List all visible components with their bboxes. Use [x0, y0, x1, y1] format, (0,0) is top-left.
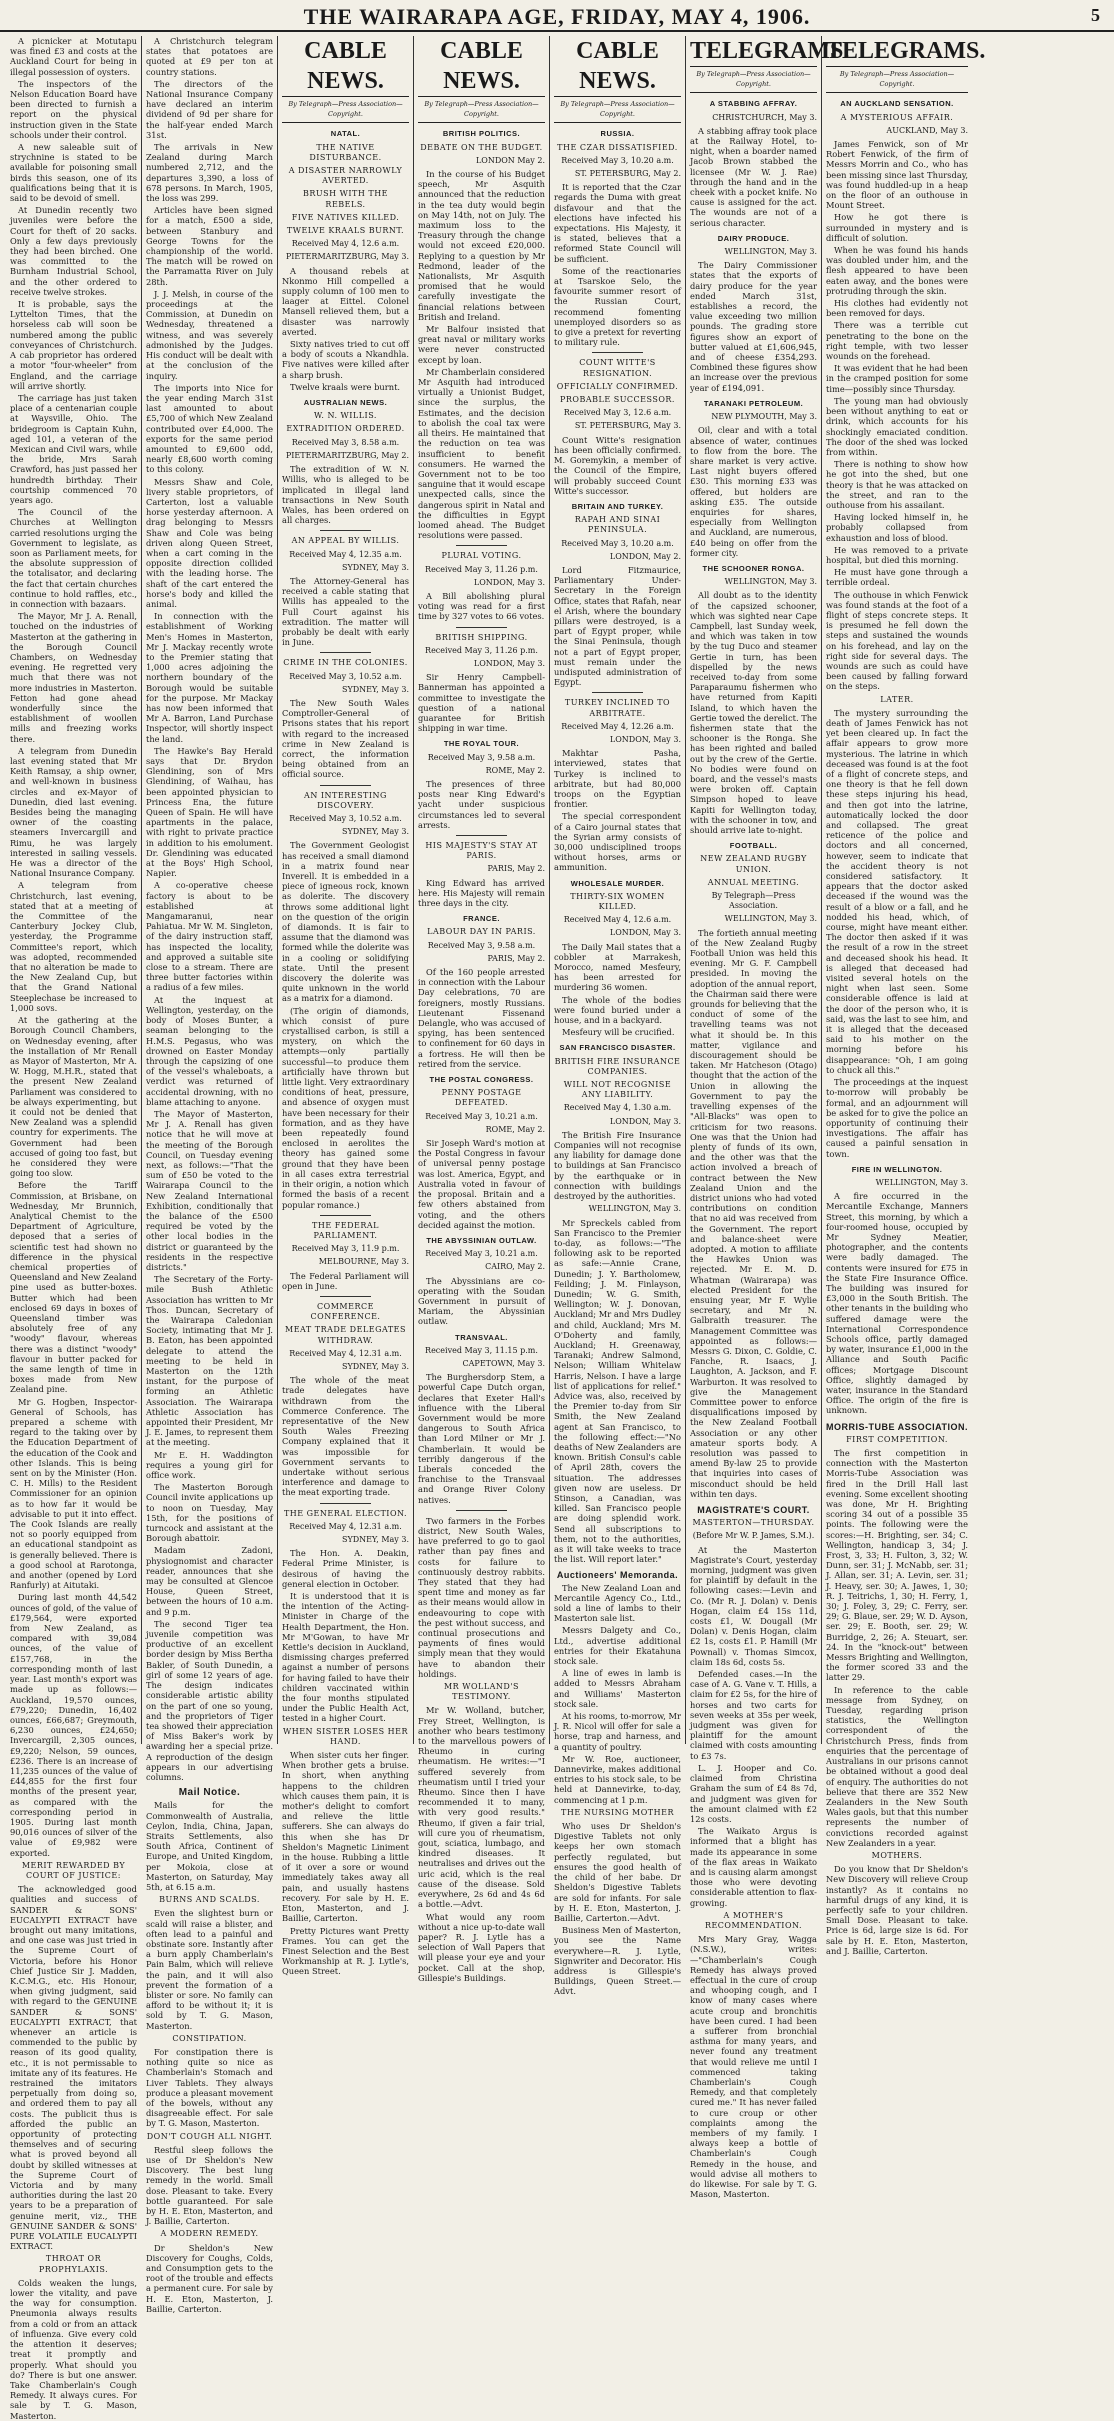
subheading: FIRST COMPETITION. [846, 1434, 948, 1444]
article-paragraph: All doubt as to the identity of the capsized schooner, which was sighted near Cape Campbell, last Sunday week, and which was taken in tow by the tug Duco and steamer Gertie in turn, has been dispelled by the news received to-day from some Paraparaumu fishermen who have returned from Kapiti Island, to which haven the Gertie towed the derelict. The fishermen state that the schooner is the Ronga. She has been righted and bailed out by the crew of the Gertie. No bodies were found on board, and the vessel's masts were broken off. Captain Simpson hoped to leave Kapiti for Wellington today, with the schooner in tow, and should arrive late to-night. [690, 590, 818, 836]
dateline: NEW PLYMOUTH, May 3. [711, 412, 817, 422]
dateline: SYDNEY, May 3. [341, 827, 409, 837]
section-heading: TRANSVAAL. [455, 1332, 508, 1342]
subheading: BRITISH FIRE INSURANCE COMPANIES. [554, 1056, 681, 1076]
article-paragraph: How he got there is surrounded in mystery and is difficult of solution. [826, 212, 968, 243]
article-paragraph: A co-operative cheese factory is about to be established at Mangamaranui, near Pahiatua. Mr W. M. Singleton, of the dairy instruction staff, has inspected the locality, and approved a suitable site close to a stream. There are three butter factories within a radius of a few miles. [146, 880, 273, 993]
article-paragraph: It is understood that it is the intention of the Acting-Minister in Charge of the Health Department, the Hon. Mr M'Gowan, to have Mr Kettle's decision in Auckland, dismissing charges preferred against a number of persons for having failed to have their children vaccinated within the four months stipulated under the Public Health Act, tested in a higher Court. [282, 1591, 409, 1724]
divider [456, 545, 507, 546]
subheading: OFFICIALLY CONFIRMED. [556, 381, 679, 391]
subheading: THE NURSING MOTHER [561, 1807, 674, 1817]
subheading: LABOUR DAY IN PARIS. [427, 927, 536, 937]
subheading: BRUSH WITH THE REBELS. [302, 189, 389, 209]
telegrams-banner: TELEGRAMS. [690, 36, 817, 67]
article-paragraph: J. J. Melsh, in course of the proceedings at the Commission, at Dunedin on Wednesday, threatened a witness, and was severely admonished by the Judges. His conduct will be dealt with at the conclusion of the inquiry. [146, 288, 273, 381]
section-heading: FOOTBALL. [729, 841, 778, 851]
cough-heading: DON'T COUGH ALL NIGHT. [146, 2131, 273, 2141]
subheading: MASTERTON—THURSDAY. [692, 1518, 815, 1528]
section-heading: THE ABYSSINIAN OUTLAW. [426, 1235, 537, 1245]
dateline: LONDON May 2. [475, 155, 545, 165]
divider [320, 1503, 371, 1504]
mail-notice: Mails for the Commonwealth of Australia, Ceylon, India, China, Japan, Straits Settlements, also South Africa, Continent of Europe, and United Kingdom, per Mokoia, close at Masterton, on Saturday, May 5th, at 6.15 a.m. [146, 1800, 273, 1892]
article-paragraph: Before the Tariff Commission, at Brisbane, on Wednesday, Mr Brunnich, Analytical Chemist to the Department of Agriculture, deposed that a series of scientific test had shown no difference in the physical chemical properties of Queensland and New Zealand pine used as butter-boxes. Butter which had been enclosed 69 days in boxes of Queensland timber was absolutely free of any "woody" flavour, whereas there was a distinct "woody" flavour in butter packed for the same length of time in boxes made from New Zealand pine. [10, 1180, 137, 1395]
article-paragraph: (The origin of diamonds, which consist of pure crystallised carbon, is still a mystery, on which the attempts—only partially successful—to produce them artificially have thrown but little light. Very extraordinary conditions of heat, pressure, and absence of oxygen must have been necessary for their formation, and as they have been repeatedly found enclosed in aerolites the theory has gained some ground that they have been in all cases extra terrestrial in their origin, a notion which formed the basis of a recent popular romance.) [282, 1005, 409, 1210]
article-paragraph: Who uses Dr Sheldon's Digestive Tablets not only keeps her own stomach perfectly regulated, but ensures the good health of the child of her babe. Dr Sheldon's Digestive Tablets are sold for infants. For sale by H. E. Eton, Masterton, J. Baillie, Carterton.—Advt. [554, 1821, 681, 1923]
subheading: LATER. [880, 694, 914, 704]
dateline: ST. PETERSBURG, May 2. [574, 169, 681, 179]
article-paragraph: The whole of the bodies were found buried under a house, and in a backyard. [554, 994, 681, 1026]
dateline: LONDON, May 3. [609, 928, 681, 938]
subheading: EXTRADITION ORDERED. [286, 424, 405, 434]
received-line: (Before Mr W. P. James, S.M.). [692, 1531, 815, 1541]
subheading: COUNT WITTE'S RESIGNATION. [579, 358, 656, 378]
column-7 [822, 36, 986, 1956]
article-paragraph: There is nothing to show how he got into the shed, but one theory is that he was attacked on the street, and ran to the outhouse from his assailant. [826, 459, 968, 510]
dateline: PIETERMARITZBURG, May 2. [285, 450, 409, 460]
article-paragraph: Two farmers in the Forbes district, New South Wales, have preferred to go to gaol rather than pay fines and costs for failure to continuously destroy rabbits. They stated that they had spent time and money as far as their means would allow in endeavouring to cope with the pest without success, and continual prosecutions and payments of fines would simply mean that they would have to abandon their holdings. [418, 1515, 545, 1679]
section-heading: THE POSTAL CONGRESS. [429, 1075, 534, 1085]
received-line: Received May 4, 12.31 a.m. [289, 1348, 402, 1358]
section-heading: FRANCE. [463, 914, 500, 924]
dateline: LONDON, May 3. [473, 658, 545, 668]
article-paragraph: At his rooms, to-morrow, Mr J. R. Nicol will offer for sale a horse, trap and harness, and a quantity of poultry. [554, 1711, 681, 1752]
article-paragraph: Do you know that Dr Sheldon's New Discovery will relieve Croup instantly? As it contains no harmful drugs of any kind, it is perfectly safe to your children. Small Dose. Pleasant to take. Price is 6d, large size is 6d. For sale by H. E. Eton, Masterton, and J. Baillie, Carterton. [826, 1864, 968, 1956]
article-paragraph: At the Masterton Magistrate's Court, yesterday morning, judgment was given for plaintiff by default in the following cases:—Levin and Co. (Mr R. J. Dolan) v. Denis Hogan, claim £4 15s 11d, costs £1, W. Dougall (Mr Dolan) v. Denis Hogan, claim £2 1s, costs £1. P. Hamill (Mr Pownall) v. Thomas Simcox, claim 18s 6d, costs 5s. [690, 1544, 817, 1667]
article-paragraph: It is reported that the Czar regards the Duma with great disfavour and that the elections have infected his expectations. His Majesty, it is stated, believes that a reformed State Council will be sufficient. [554, 182, 681, 264]
received-line: Received May 3, 10.20 a.m. [561, 155, 674, 165]
article-paragraph: The Burghersdorp Stem, a powerful Cape Dutch organ, declares that Exeter Hall's influence with the Liberal Government would be more dangerous to South Africa than Lord Milner or Mr J. Chamberlain. It would be terribly dangerous if the Liberals conceded the franchise to the Transvaal and Orange River Colony natives. [418, 1372, 545, 1505]
article-paragraph: A telegram from Dunedin last evening stated that Mr Keith Ramsay, a ship owner, and well-known in business circles and ex-Mayor of Dunedin, died last evening. Besides being the managing owner of the coasting steamers Invercargill and Rimu, he was largely interested in sailing vessels. He was a director of the National Insurance Company. [10, 745, 137, 879]
section-heading: MAGISTRATE'S COURT. [697, 1505, 810, 1516]
received-line: Received May 4, 12.6 a.m. [291, 239, 400, 249]
dateline: WELLINGTON, May 3. [724, 577, 817, 587]
dateline: PIETERMARITZBURG, May 3. [285, 252, 409, 262]
divider [320, 652, 371, 653]
article-paragraph: When sister cuts her finger. When brother gets a bruise. In short, when anything happens to the children which causes them pain, it is mother's delight to comfort and relieve the little sufferers. She can always do this when she has Dr Sheldon's Magnetic Liniment in the house. Rubbing a little of it over a sore or wound immediately takes away all pain, and usually hastens recovery. For sale by H. E. Eton, Masterton, and J. Baillie, Carterton. [282, 1750, 409, 1924]
article-paragraph: Defended cases.—In the case of A. G. Vane v. T. Hills, a claim for £2 5s, for the hire of horses and two carts for seven weeks at 35s per week, judgment was given for plaintiff for the amount claimed with costs amounting to £3 7s. [690, 1669, 817, 1761]
dateline: LONDON, May 3. [473, 577, 545, 587]
article-paragraph: Some of the reactionaries at Tsarskoe Selo, the favourite summer resort of the Russian Court, recommend fomenting unemployed disorders so as to give a pretext for reverting to military rule. [554, 265, 681, 348]
article-paragraph: Mr W. Roe, auctioneer, Dannevirke, makes additional entries to his stock sale, to be held at Dannevirke, to-day, commencing at 1 p.m. [554, 1753, 681, 1805]
article-paragraph: The whole of the meat trade delegates have withdrawn from the Commerce Conference. The representative of the New South Wales Freezing Company explained that it was impossible for Government servants to undertake without serious interference and damage to the meat exporting trade. [282, 1375, 409, 1498]
column-1 [6, 36, 142, 2421]
subheading: NEW ZEALAND RUGBY UNION. [700, 854, 807, 874]
article-paragraph: A telegram from Christchurch, last evening, stated that at a meeting of the Committee of the Canterbury Jockey Club, yesterday, the Programme Committee's report, which was adopted, recommended that no alteration be made to the New Zealand Cup, but that the Grand National Steeplechase be increased to 1,000 sovs. [10, 880, 137, 1013]
article-paragraph: A fire occurred in the Mercantile Exchange, Manners Street, this morning, by which a four-roomed house, occupied by Mr Sydney Meatier, photographer, and the contents were badly damaged. The contents were insured for £75 in the State Fire Insurance Office. The building was insured for £3,000 in the South British. The other tenants in the building who suffered damage were the International Correspondence Schools office, partly damaged by water, insurance £1,000 in the Alliance and South Pacific offices; Mortgage Discount Office, slightly damaged by water, insurance in the Standard Office. The origin of the fire is unknown. [826, 1191, 968, 1416]
article-paragraph: At the gathering at the Borough Council Chambers, on Wednesday evening, after the installation of Mr Renall as Mayor of Masterton, Mr A. W. Hogg, M.H.R., stated that the present New Zealand Parliament was considered to be always experimenting, but it could not be denied that New Zealand was a splendid country for experiments. The Government had been accused of going too fast, but he considered they were going too slow. [10, 1015, 137, 1179]
article-paragraph: Mr Spreckels cabled from San Francisco to the Premier to-day, as follows:—"The following ask to be reported as safe:—Annie Crane, Dunedin; J. Y. Bartholomew, Feilding; J. M. Finlayson, Dunedin; W. G. Smith, Wellington; W. J. Donovan, Auckland; Mr and Mrs Dudley and child, Auckland; Mrs M. O'Doherty and family, Auckland; H. Greenaway, Taranaki; Andrew Salmond, Nelson; William Whitelaw Harris, Nelson. I have a large list of applications for relief." Advice was, also, received by the Premier to-day from Sir Smith, the New Zealand agent at San Francisco, to the following effect:—"No deaths of New Zealanders are known. British Consul's cable of April 28th, covers the situation. The addresses given now are useless. Dr Stinson, a Canadian, was killed. San Francisco people are doing splendid work. Send all subscriptions to them, not to the authorities, as it will take weeks to trace the list. Will report later." [554, 1217, 681, 1565]
article-paragraph: The presences of three posts near King Edward's yacht under suspicious circumstances led to several arrests. [418, 778, 545, 830]
article-paragraph: Mr Balfour insisted that great naval or military works were never constructed except by loan. [418, 324, 545, 365]
subheading: COMMERCE CONFERENCE. [310, 1301, 381, 1322]
article-paragraph: The New South Wales Comptroller-General of Prisons states that his report with regard to the increased crime in New Zealand is correct, the information being obtained from an official source. [282, 697, 409, 780]
article-paragraph: Oil, clear and with a total absence of water, continues to flow from the bore. The share market is very active. Last night buyers offered £30. This morning £33 was offered, but holders are asking £35. The outside enquiries for shares, especially from Wellington and Auckland, are numerous, £40 being on offer from the former city. [690, 425, 817, 558]
article-paragraph: The Masterton Borough Council invite applications up to noon on Tuesday, May 15th, for the positions of turncock and assistant at the Borough abattoir. [146, 1482, 273, 1544]
received-line: Received May 3, 11.26 p.m. [425, 645, 538, 655]
subheading: PENNY POSTAGE DEFEATED. [441, 1088, 522, 1108]
received-line: Received May 4, 12.35 a.m. [289, 549, 402, 559]
article-paragraph: Messrs Shaw and Cole, livery stable proprietors, of Carterton, lost a valuable horse yesterday afternoon. A drag belonging to Messrs Shaw and Cole was being driven along Queen Street, when a cart coming in the opposite direction collided with the leading horse. The shaft of the cart entered the horse's body and killed the animal. [146, 476, 273, 609]
received-line: Received May 3, 11.9 p.m. [291, 1244, 400, 1254]
article-paragraph: A line of ewes in lamb is added to Messrs Abraham and Williams' Masterton stock sale. [554, 1668, 681, 1709]
section-heading: BRITAIN AND TURKEY. [571, 501, 664, 511]
article-paragraph: It is probable, says the Lyttelton Times, that the horseless cab will soon be numbered among the public conveyances of Christchurch. A cab proprietor has ordered a motor "four-wheeler" from England, and the carriage will arrive shortly. [10, 299, 137, 391]
remedy-heading: A MODERN REMEDY. [160, 2229, 259, 2239]
subheading: MEAT TRADE DELEGATES WITHDRAW. [285, 1325, 406, 1345]
subheading: TURKEY INCLINED TO ARBITRATE. [564, 698, 671, 718]
article-paragraph: L. J. Hooper and Co. claimed from Christina Graham the sum of £4 8s 7d, and judgment was given for the amount claimed with £2 12s costs. [690, 1762, 817, 1824]
cough-paragraph: Restful sleep follows the use of Dr Sheldon's New Discovery. The best lung remedy in the world. Small dose. Pleasant to take. Every bottle guaranteed. For sale by H. E. Eton, Masterton, and J. Baillie, Carterton. [146, 2144, 273, 2227]
dateline: ROME, May 2. [485, 765, 545, 775]
article-paragraph: Mrs Mary Gray, Wagga (N.S.W.), writes:—"Chamberlain's Cough Remedy has always proved effectual in the cure of croup and whooping cough, and I know of many cases where acute croup and bronchitis have been cured. I had been a sufferer from bronchial asthma for many years, and never found any treatment that would relieve me until I commenced taking Chamberlain's Cough Remedy, and that completely cured me." It has never failed to cure croup or other complaints among the members of my family. I always keep a bottle of Chamberlain's Cough Remedy in the house, and would advise all mothers to do likewise. For sale by T. G. Mason, Masterton. [690, 1934, 817, 2200]
divider [320, 1215, 371, 1216]
article-paragraph: A picnicker at Motutapu was fined £3 and costs at the Auckland Court for being in illegal possession of oysters. [10, 36, 137, 77]
article-paragraph: Mr W. Wolland, butcher, Frey Street, Wellington, is another who bears testimony to the marvellous powers of Rheumo in curing rheumatism. He writes:—"I suffered severely from rheumatism until I tried your Rheumo. Since then I have recommended it to many, with very good results." Rheumo, if given a fair trial, will cure you of rheumatism, gout, sciatica, lumbago, and kindred diseases. It neutralises and drives out the uric acid, which is the real cause of the disease. Sold everywhere, 2s 6d and 4s 6d a bottle.—Advt. [418, 1705, 545, 1910]
dateline: SYDNEY, May 3. [341, 1534, 409, 1544]
article-paragraph: There was a terrible cut penetrating to the bone on the right temple, with two lesser wounds on the forehead. [826, 320, 968, 362]
burns-paragraph: Even the slightest burn or scald will raise a blister, and often lead to a painful and obstinate sore. Instantly after a burn apply Chamberlain's Pain Balm, which will relieve the pain, and it will also prevent the formation of a blister or sore. No family can afford to be without it; it is sold by T. G. Mason, Masterton. [146, 1908, 273, 2031]
dateline: WELLINGTON, May 3. [588, 1204, 681, 1214]
received-line: By Telegraph—Press Association. [711, 891, 796, 911]
article-paragraph: The Council of the Churches at Wellington carried resolutions urging the Government to legislate, as soon as Parliament meets, for the absolute suppression of the totalisator, and declaring the fact that certain churches continue to hold raffles, etc., in connection with bazaars. [10, 507, 137, 609]
article-paragraph: Count Witte's resignation has been officially confirmed. M. Goremykin, a member of the Council of the Empire, will probably succeed Count Witte's successor. [554, 434, 681, 496]
article-paragraph: In the course of his Budget speech, Mr Asquith announced that the reduction in the tea duty would begin on May 14th, not on July. The maximum loss to the Treasury through the change would not exceed £20,000. Replying to a question by Mr Redmond, leader of the Nationalists, Mr Asquith promised that he would carefully investigate the financial relations between British and Ireland. [418, 169, 545, 322]
column-5 [550, 36, 686, 1997]
dateline: LONDON, May 3. [609, 734, 681, 744]
received-line: Received May 4, 12.26 a.m. [561, 721, 674, 731]
subheading: DEBATE ON THE BUDGET. [420, 142, 543, 152]
article-paragraph: The fortieth annual meeting of the New Zealand Rugby Football Union was held this evening. Mr G. F. Campbell presided. In moving the adoption of the annual report, the Chairman said there were grounds for believing that the conduct of some of the travelling teams was not what it should be. In this matter, vigilance and discouragement should be taken. Mr Hatcheson (Otago) thought that the action of the Union in allowing the Government to pay the travelling expenses of the "All-Blacks" was open to criticism for two reasons. One was that the Union had plenty of funds of its own, and the other was that the action involved a breach of contract between the New Zealand Union and the district unions who had voted contributions on condition that no aid was received from the Government. The report and balance-sheet were adopted. A motion to affiliate the Hawkes Union was rejected. Mr E. M. D. Whatman (Wairarapa) was elected President for the ensuing year, Mr F. Wylie secretary, and Mr N. Galbraith treasurer. The Management Committee was appointed as follows:—Messrs G. Dixon, C. Goldie, C. Fanche, R. Isaacs, J. Laughton, A. Jackson, and F. Warburton. It was resolved to give the Management Committee power to enforce disqualifications imposed by the New Zealand Football Association or any other amateur sports body. A resolution was passed to amend By-law 25 to provide that inquiries into cases of misconduct should be held within ten days. [690, 927, 817, 1499]
article-paragraph: The Attorney-General has received a cable stating that Willis has appealed to the Full Court against his extradition. The matter will probably be dealt with early in June. [282, 575, 409, 648]
section-heading: NATAL. [330, 129, 361, 139]
press-credit: By Telegraph—Press Association—Copyright. [826, 69, 968, 93]
article-paragraph: Articles have been signed for a match, £500 a side, between Stanbury and George Towns for the championship of the world. The match will be rowed on the Parramatta River on July 28th. [146, 205, 273, 287]
cable-news-banner: CABLE NEWS. [418, 36, 545, 97]
subheading: AN INTERESTING DISCOVERY. [304, 790, 387, 810]
dateline: SYDNEY, May 3. [341, 684, 409, 694]
article-paragraph: Mesfeury will be crucified. [562, 1027, 675, 1038]
press-credit: By Telegraph—Press Association—Copyright. [554, 99, 681, 123]
received-line: Received May 3, 10.21 a.m. [425, 1249, 538, 1259]
received-line: Received May 3, 10.21 a.m. [425, 1111, 538, 1121]
article-paragraph: The Mayor, Mr J. A. Renall, touched on the industries of Masterton at the gathering in the Borough Council Chambers, on Wednesday evening. He regretted very much that there was not more industries in Masterton. Fetton had gone ahead wonderfully since the establishment of woollen mills and freezing works there. [10, 611, 137, 744]
article-paragraph: The Daily Mail states that a cobbler at Marrakesh, Morocco, named Mesfeury, has been arrested for murdering 36 women. [554, 941, 681, 993]
subheading: PROBABLE SUCCESSOR. [560, 395, 675, 405]
dateline: ROME, May 2. [485, 1124, 545, 1134]
cable-news-banner: CABLE NEWS. [282, 36, 409, 97]
section-heading: RUSSIA. [600, 129, 635, 139]
received-line: Received May 3, 11.26 p.m. [425, 564, 538, 574]
article-paragraph: The directors of the National Insurance Company have declared an interim dividend of 9d per share for the half-year ended March 31st. [146, 78, 273, 140]
mail-notice-heading: Mail Notice. [178, 1787, 241, 1799]
subheading: A MOTHER'S RECOMMENDATION. [704, 1910, 803, 1930]
column-6 [686, 36, 850, 2200]
dateline: SYDNEY, May 3. [341, 1361, 409, 1371]
dateline: WELLINGTON, May 3. [724, 247, 817, 257]
section-heading: A STABBING AFFRAY. [709, 99, 798, 109]
subheading: BRITISH SHIPPING. [435, 632, 528, 642]
received-line: Received May 3, 10.52 a.m. [289, 671, 402, 681]
column-2 [142, 36, 278, 2314]
article-paragraph: Mr E. H. Waddington requires a young girl for office work. [146, 1449, 273, 1481]
article-paragraph: The New Zealand Loan and Mercantile Agency Co., Ltd., sold a line of lambs to their Masterton sale list. [554, 1582, 681, 1624]
merit-heading: MERIT REWARDED BY COURT OF JUSTICE: [21, 1860, 126, 1880]
received-line: Received May 3, 10.52 a.m. [289, 813, 402, 823]
article-paragraph: At the inquest at Wellington, yesterday, on the body of Moses Bunter, a seaman belonging to the H.M.S. Pegasus, who was drowned on Easter Monday through the capsizing of one of the vessel's whaleboats, a verdict was returned of accidental drowning, with no blame attaching to anyone. [146, 994, 273, 1107]
subheading: THE NATIVE DISTURBANCE. [309, 142, 382, 162]
article-paragraph: Lord Fitzmaurice, Parliamentary Under-Secretary in the Foreign Office, states that Rafah, near el Arish, where the boundary pillars were destroyed, is a part of Egypt proper, while the Sinai Peninsula, though not a part of Egypt proper, must remain under the undisputed administration of Egypt. [554, 564, 681, 688]
masthead [0, 0, 1114, 32]
section-heading: THE SCHOONER RONGA. [702, 563, 805, 573]
column-4 [414, 36, 550, 1983]
divider [320, 785, 371, 786]
subheading: MOTHERS. [871, 1850, 923, 1860]
section-heading: TARANAKI PETROLEUM. [703, 398, 804, 408]
article-paragraph: The Hon. A. Deakin, Federal Prime Minister, is desirous of having the general election in October. [282, 1548, 409, 1589]
subheading: CRIME IN THE COLONIES. [283, 658, 408, 668]
dateline: PARIS, May 2. [487, 864, 545, 874]
column-1-paragraphs [10, 36, 137, 1858]
remedy-paragraph: Dr Sheldon's New Discovery for Coughs, Colds, and Consumption gets to the root of the trouble and effects a permanent cure. For sale by H. E. Eton, Masterton, J. Baillie, Carterton. [146, 2242, 273, 2314]
article-paragraph: The British Fire Insurance Companies will not recognise any liability for damage done to buildings at San Francisco by the earthquake or in connection with buildings destroyed by the authorities. [554, 1129, 681, 1202]
subheading: WHEN SISTER LOSES HER HAND. [283, 1726, 408, 1746]
article-paragraph: During last month 44,542 ounces of gold, of the value of £179,564, were exported from New Zealand, as compared with 39,084 ounces, of the value of £157,768, in the corresponding month of last year. Last month's export was made up as follows:—Auckland, 19,570 ounces, £79,220; Dunedin, 16,402 ounces, £66,687; Greymouth, 6,230 ounces, £24,650; Invercargill, 2,305 ounces, £9,220; Nelson, 59 ounces, £236. There is an increase of 11,235 ounces of the value of £44,855 for the first four months of the present year, as compared with the corresponding period in 1905. During last month 90,016 ounces of silver of the value of £9,982 were exported. [10, 1592, 137, 1858]
section-heading: WHOLESALE MURDER. [570, 878, 665, 888]
article-paragraph: The Federal Parliament will open in June. [282, 1270, 409, 1291]
article-paragraph: The mystery surrounding the death of James Fenwick has not yet been cleared up. In fact the affair appears to grow more mysterious. The latrine in which deceased was found is at the foot of a flight of concrete steps, and one theory is that he fell down these steps injuring his head, and then got into the latrine, automatically locked the door and collapsed. The great reticence of the police and doctors and all concerned, however, seem to indicate that the accident theory is not considered satisfactory. It appears that the doctor asked deceased if the wound was the result of a blow or a fall, and he nodded his head, which, of course, might have meant either. The doctor then asked if it was the result of a row in the street and deceased shook his head. It is alleged that deceased had visited several hotels on the night when last seen. Some considerable offence is laid at the door of the person who, it is said, was the last to see him, and it is alleged that the deceased said to his mother on the morning before his disappearance: "Oh, I am going to chuck all this." [826, 707, 968, 1075]
divider [456, 835, 507, 836]
burns-heading: BURNS AND SCALDS. [159, 1895, 260, 1905]
press-credit: By Telegraph—Press Association—Copyright. [690, 69, 817, 93]
article-paragraph: The proceedings at the inquest to-morrow will probably be formal, and an adjournment will be asked for to give the police an opportunity of continuing their investigations. The affair has caused a painful sensation in town. [826, 1077, 968, 1159]
dateline: CHRISTCHURCH, May 3. [712, 112, 817, 122]
article-paragraph: His clothes had evidently not been removed for days. [826, 298, 968, 319]
dateline: ST. PETERSBURG, May 3. [574, 421, 681, 431]
article-paragraph: The Hawke's Bay Herald says that Dr. Brydon Glendining, son of Mrs Glendining, of Waihau, has been appointed physician to Princess Ena, the future Queen of Spain. He will have apartments in the palace, with right to private practice in addition to his emolument. Dr. Glendining was educated at the Boys' High School, Napier. [146, 745, 273, 879]
subheading: THIRTY-SIX WOMEN KILLED. [570, 891, 665, 912]
article-paragraph: Madam Zadoni, physiognomist and character reader, announces that she may be consulted at Glencoe House, Queen Street, between the hours of 10 a.m. and 9 p.m. [146, 1545, 273, 1617]
section-heading: AN AUCKLAND SENSATION. [840, 99, 954, 109]
section-heading: AUSTRALIAN NEWS. [303, 398, 388, 408]
subheading: PLURAL VOTING. [441, 551, 522, 561]
throat-heading: THROAT OR PROPHYLAXIS. [38, 2254, 109, 2274]
article-paragraph: A stabbing affray took place at the Railway Hotel, to-night, when a boarder named Jacob Brown stabbed the licensee (Mr W. J. Rae) through the hand and in the cheek with a pocket knife. No cause is assigned for the act. The wounds are not of a serious character. [690, 125, 817, 228]
article-paragraph: It was evident that he had been in the cramped position for some time—possibly since Thursday. [826, 363, 968, 394]
section-heading: MORRIS-TUBE ASSOCIATION. [826, 1421, 968, 1432]
divider [592, 692, 643, 693]
dateline: AUCKLAND, May 3. [886, 125, 968, 135]
throat-paragraph: Colds weaken the lungs, lower the vitality, and pave the way for consumption. Pneumonia always results from a cold or from an attack of influenza. Give every cold the attention it deserves; treat it promptly and properly. What should you do? There is but one answer. Take Chamberlain's Cough Remedy. It always cures. For sale by T. G. Mason, Masterton. [10, 2277, 137, 2421]
received-line: Received May 3, 10.20 a.m. [561, 538, 674, 548]
subheading: ANNUAL MEETING. [707, 877, 800, 887]
article-paragraph: Sixty natives tried to cut off a body of scouts a Nkandhla. Five natives were killed after a sharp brush. [282, 339, 409, 380]
dateline: PARIS, May 2. [487, 953, 545, 963]
article-paragraph: A Christchurch telegram states that potatoes are quoted at £9 per ton at country stations. [146, 36, 273, 77]
article-paragraph: The special correspondent of a Cairo journal states that the Syrian army consists of 30,000 undisciplined troops without horses, arms or ammunition. [554, 811, 681, 873]
merit-paragraph: The acknowledged good qualities and success of SANDER & SONS' EUCALYPTI EXTRACT have brought out many imitations, and one case was just tried in the Supreme Court of Victoria, before his Honor Chief Justice Sir J. Madden, K.C.M.G., etc. His Honour, when giving judgment, said with regard to the GENUINE SANDER & SONS' EUCALYPTI EXTRACT, that whenever an article is commended to the public by reason of its good quality, etc., it is not permissable to imitate any of its features. He restrained the imitators perpetually from doing so, and ordered them to pay all costs. The publicit thus is afforded the public an opportunity of protecting themselves and of securing what is proved beyond all doubt by skilled witnesses at the Supreme Court of Victoria and by many authorities during the last 20 years to be a preparation of genuine merit, viz., THE GENUINE SANDER & SONS' PURE VOLATILE EUCALYPTI EXTRACT. [10, 1884, 137, 2252]
article-paragraph: He must have gone through a terrible ordeal. [826, 567, 968, 588]
article-paragraph: Messrs Dalgety and Co., Ltd., advertise additional entries for their Ekatahuna stock sale. [554, 1625, 681, 1667]
dateline: MELBOURNE, May 3. [318, 1257, 409, 1267]
subheading: THE GENERAL ELECTION. [283, 1508, 408, 1518]
article-paragraph: The imports into Nice for the year ending March 31st last amounted to about £5,700 of which New Zealand contributed over £4,000. The exports for the same period amounted to £9,600 odd, nearly £8,600 worth coming to this colony. [146, 382, 273, 475]
received-line: Received May 3, 9.58 a.m. [427, 940, 536, 950]
article-paragraph: The Mayor of Masterton, Mr J. A. Renall has given notice that he will move at the meeting of the Borough Council, on Tuesday evening next, as follows:—"That the sum of £50 be voted to the Wairarapa Council to the New Zealand International Exhibition, conditionally that the balance of the £500 required be voted by the other local bodies in the district or guaranteed by the residents in the respective districts." [146, 1108, 273, 1272]
article-paragraph: The extradition of W. N. Willis, who is alleged to be implicated in illegal land transactions in New South Wales, has been ordered on all charges. [282, 464, 409, 526]
page-number: 5 [1091, 5, 1100, 25]
section-heading: SAN FRANCISCO DISASTER. [559, 1043, 676, 1053]
received-line: Received May 3, 11.15 p.m. [425, 1345, 538, 1355]
article-paragraph: The Abyssinians are co-operating with the Soudan Government in pursuit of Mariam, the Abyssinian outlaw. [418, 1275, 545, 1327]
divider [320, 1296, 371, 1297]
article-paragraph: Pretty Pictures want Pretty Frames. You can get the Finest Selection and the Best Workmanship at R. J. Lytle's, Queen Street. [282, 1925, 409, 1977]
received-line: Received May 4, 12.31 a.m. [289, 1521, 402, 1531]
article-paragraph: The outhouse in which Fenwick was found stands at the foot of a flight of steps concrete steps. It is presumed he fell down the steps and sustained the wounds on his forehead, and lay on the right side for several days. The wounds are such as could have been caused by falling forward on the steps. [826, 589, 968, 692]
article-paragraph: Having locked himself in, he probably collapsed from exhaustion and loss of blood. [826, 512, 968, 543]
article-paragraph: When he was found his hands was doubled under him, and the flesh appeared to have been eaten away, and the bones were protruding through the skin. [826, 245, 968, 296]
article-paragraph: Business Men of Masterton, you see the Name everywhere—R. J. Lytle, Signwriter and Decorator. His address is Gillespie's Buildings, Queen Street.—Advt. [554, 1925, 681, 1997]
subheading: A DISASTER NARROWLY AVERTED. [288, 166, 403, 186]
article-paragraph: A new saleable suit of strychnine is stated to be available for poisoning small birds this season, one of its qualifications being that it is said to be devoid of smell. [10, 142, 137, 204]
dateline: CAIRO, May 2. [485, 1262, 545, 1272]
subheading: WILL NOT RECOGNISE ANY LIABILITY. [563, 1080, 672, 1100]
press-credit: By Telegraph—Press Association—Copyright. [418, 99, 545, 123]
article-paragraph: The second Tiger tea juvenile competition was productive of an excellent border design by Miss Bertha Bakler, of South Dunedin, a girl of some 12 years of age. The design indicates considerable artistic ability on the part of one so young, and the proprietors of Tiger tea showed their appreciation of Miss Baker's work by awarding her a special prize. A reproduction of the design appears in our advertising columns. [146, 1618, 273, 1782]
dateline: WELLINGTON, May 3. [875, 1177, 968, 1187]
divider [320, 530, 371, 531]
article-paragraph: Mr Chamberlain considered Mr Asquith had introduced virtually a Unionist Budget, since the surplus, the Estimates, and the decision to abolish the coal tax were all theirs. He maintained that the reduction on tea was insufficient to benefit consumers. He warned the Government not to be too sanguine that it would escape unexpected calls, since the dangerous spirit in Natal and the difficulties in Egypt loomed ahead. The Budget resolutions were passed. [418, 366, 545, 541]
received-line: Received May 3, 12.6 a.m. [563, 408, 672, 418]
article-paragraph: James Fenwick, son of Mr Robert Fenwick, of the firm of Messrs Morrin and Co., who has been missing since last Thursday, was found huddled-up in a heap on the floor of an outhouse in Mount Street. [826, 139, 968, 211]
article-paragraph: The Waikato Argus is informed that a blight has made its appearance in some of the flax areas in Waikato and is causing alarm amongst those who were devoting considerable attention to flax-growing. [690, 1826, 817, 1908]
article-paragraph: Of the 160 people arrested in connection with the Labour Day celebrations, 70 are foreigners, mostly Russians. Lieutenant Fissenand Delangle, who was accused of spying, has been sentenced to confinement for 60 days in a fortress. He will then be retired from the service. [418, 967, 545, 1069]
subheading: RAPAH AND SINAI PENINSULA. [574, 515, 661, 535]
divider [456, 627, 507, 628]
article-paragraph: At Dunedin recently two juveniles were before the Court for theft of 20 sacks. Only a few days previously they had been birched. One was committed to the Burnham Industrial School, and the other ordered to receive twelve strokes. [10, 205, 137, 297]
article-paragraph: Sir Joseph Ward's motion at the Postal Congress in favour of universal penny postage was lost. America, Egypt, and Australia voted in favour of the proposal. Britain and a few others abstained from voting, and the others decided against the motion. [418, 1138, 545, 1230]
divider [592, 352, 643, 353]
article-paragraph: The first competition in connection with the Masterton Morris-Tube Association was fired in the Drill Hall last evening. Some excellent shooting was done, Mr H. Brighting scoring 34 out of a possible 35 points. The following were the scores:—H. Brighting, ser. 34; C. Wellington, handicap 3, 34; J. Frost, 3, 33; H. Fulton, 3, 32; W. Dunn, ser. 31; J. McNabb, ser. 31; J. Allan, ser. 31; A. Levin, ser. 31; J. Heavy, ser. 30; A. Jawes, 1, 30; R. J. Teitrichs, 1, 30; H. Ferry, 1, 30; J. Foley, 3, 29; C. Ferry, ser. 29; G. Blaue, ser. 29; W. D. Ayson, ser. 29; E. Booth, ser. 29; W. Burridge, 2, 26; A. Steuart, ser. 24. In the "knock-out" between Messrs Brighting and Wellington, the former scored 33 and the latter 29. [826, 1448, 968, 1683]
section-heading: DAIRY PRODUCE. [717, 233, 790, 243]
article-paragraph: The young man had obviously been without anything to eat or drink, which accounts for his shockingly emaciated condition. The door of the shed was locked from within. [826, 395, 968, 457]
press-credit: By Telegraph—Press Association—Copyright. [282, 99, 409, 123]
article-paragraph: Sir Henry Campbell-Bannerman has appointed a committee to investigate the question of a national guarantee for British shipping in war time. [418, 672, 545, 734]
article-paragraph: A Bill abolishing plural voting was read for a first time by 327 votes to 66 votes. [418, 590, 545, 622]
dateline: CAPETOWN, May 3. [462, 1358, 545, 1368]
constipation-heading: CONSTIPATION. [172, 2033, 247, 2043]
article-paragraph: In connection with the establishment of Working Men's Homes in Masterton, Mr J. Mackay recently wrote to the Premier stating that 1,000 acres adjoining the northern boundary of the Borough would be suitable for the purpose. Mr Mackay has now been informed that Mr A. Barron, Land Purchase Inspector, will shortly inspect the land. [146, 611, 273, 744]
article-paragraph: The arrivals in New Zealand during March numbered 2,712, and the departures 3,390, a loss of 678 persons. In March, 1905, the loss was 299. [146, 142, 273, 204]
article-paragraph: He was removed to a private hospital, but died this morning. [826, 544, 968, 565]
article-paragraph: The carriage has just taken place of a centenarian couple at Waysville, Ohio. The bridegroom is Captain Kuhn, aged 101, a veteran of the Mexican and Civil wars, while the bride, Mrs Sarah Crawford, has just passed her hundredth birthday. Their courtship commenced 70 years ago. [10, 392, 137, 505]
subheading: A MYSTERIOUS AFFAIR. [840, 112, 954, 122]
newspaper-title: THE WAIRARAPA AGE, FRIDAY, MAY 4, 1906. [303, 4, 811, 29]
columns [6, 36, 1108, 2421]
received-line: Received May 3, 8.58 a.m. [291, 437, 400, 447]
section-heading: Auctioneers' Memoranda. [556, 1570, 679, 1581]
article-paragraph: Twelve kraals were burnt. [290, 381, 401, 392]
received-line: Received May 3, 9.58 a.m. [427, 752, 536, 762]
article-paragraph: Makhtar Pasha, interviewed, states that Turkey is inclined to arbitrate, but had 80,000 troops on the Egyptian frontier. [554, 748, 681, 810]
dateline: LONDON, May 2. [609, 551, 681, 561]
section-heading: THE ROYAL TOUR. [443, 739, 520, 749]
article-paragraph: The Secretary of the Forty-mile Bush Athletic Association has written to Mr Thos. Duncan, Secretary of the Wairarapa Caledonian Society, intimating that Mr J. B. Eaton, has been appointed delegate to attend the meeting to be held in Masterton on the 12th instant, for the purpose of forming an Athletic Association. The Wairarapa Athletic Association has appointed their President, Mr J. E. James, to represent them at the meeting. [146, 1274, 273, 1448]
dateline: WELLINGTON, May 3. [724, 914, 817, 924]
subheading: HIS MAJESTY'S STAY AT PARIS. [425, 841, 538, 861]
section-heading: FIRE IN WELLINGTON. [851, 1164, 943, 1174]
subheading: THE CZAR DISSATISFIED. [557, 142, 678, 152]
dateline: LONDON, May 3. [609, 1116, 681, 1126]
constipation-paragraph: For constipation there is nothing quite so nice as Chamberlain's Stomach and Liver Tablets. They always produce a pleasant movement of the bowels, without any disagreeable effect. For sale by T. G. Mason, Masterton. [146, 2047, 273, 2129]
section-heading: BRITISH POLITICS. [442, 129, 521, 139]
subheading: TWELVE KRAALS BURNT. [286, 226, 405, 236]
telegrams-banner: TELEGRAMS. [826, 36, 968, 67]
subheading: MR WOLLAND'S TESTIMONY. [443, 1682, 520, 1702]
dateline: SYDNEY, May 3. [341, 562, 409, 572]
article-paragraph: The inspectors of the Nelson Education Board have been directed to furnish a report on the physical instruction given in the State schools under their control. [10, 78, 137, 140]
received-line: Received May 4, 12.6 a.m. [563, 915, 672, 925]
cable-news-banner: CABLE NEWS. [554, 36, 681, 97]
article-paragraph: In reference to the cable message from Sydney, on Tuesday, regarding prison statistics, the Wellington correspondent of the Christchurch Press, finds from enquiries that the percentage of Australians in our prisons cannot be obtained without a good deal of enquiry. The authorities do not believe that there are 352 New Zealanders in the New South Wales gaols, but that this number represents the number of convictions recorded against New Zealanders in a year. [826, 1684, 968, 1848]
subheading: FIVE NATIVES KILLED. [291, 212, 400, 222]
article-paragraph: A thousand rebels at Nkonmo Hill compelled a supply column of 100 men to laager at Eittel. Colonel Mansell relieved them, but a disaster was narrowly averted. [282, 265, 409, 337]
subheading: W. N. WILLIS. [314, 411, 377, 421]
article-paragraph: King Edward has arrived here. His Majesty will remain three days in the city. [418, 877, 545, 909]
article-paragraph: Mr G. Hogben, Inspector-General of Schools, has prepared a scheme with regard to the taking over by the Education Department of the education of the Cook and other Islands. This is being sent on by the Minister (Hon. C. H. Mills) to the Resident Commissioner for an opinion as to how far it would be advisable to put it into effect. The Cook Islands are really not so poorly equipped from an educational standpoint as is generally believed. There is a good school at Rarotonga, and another (opened by Lord Ranfurly) at Aitutaki. [10, 1396, 137, 1591]
column-3 [278, 36, 414, 1977]
article-paragraph: What would any room without a nice up-to-date wall paper? R. J. Lytle has a selection of Wall Papers that will please your eye and your pocket. Call at the shop, Gillespie's Buildings. [418, 1911, 545, 1983]
article-paragraph: The Dairy Commissioner states that the exports of dairy produce for the year ended March 31st, establishes a record, the value exceeding two million pounds. The grading store figures show an export of butter valued at £1,606,945, and of cheese £354,293. Combined these figures show an increase over the previous year of £194,091. [690, 260, 817, 393]
subheading: AN APPEAL BY WILLIS. [291, 536, 400, 546]
column-2-paragraphs [146, 36, 273, 1782]
divider [456, 1510, 507, 1511]
subheading: THE FEDERAL PARLIAMENT. [312, 1220, 379, 1240]
article-paragraph: The Government Geologist has received a small diamond in a matrix found near Inverell. It is embedded in a piece of igneous rock, known as dolerite. The discovery throws some additional light on the question of the origin of diamonds. It is fair to assume that the diamond was formed while the dolerite was in a cooling or solidifying state. Until the present discovery the dolerite was quite unknown in the world as a matrix for a diamond. [282, 840, 409, 1004]
received-line: Received May 4, 1.30 a.m. [563, 1103, 672, 1113]
